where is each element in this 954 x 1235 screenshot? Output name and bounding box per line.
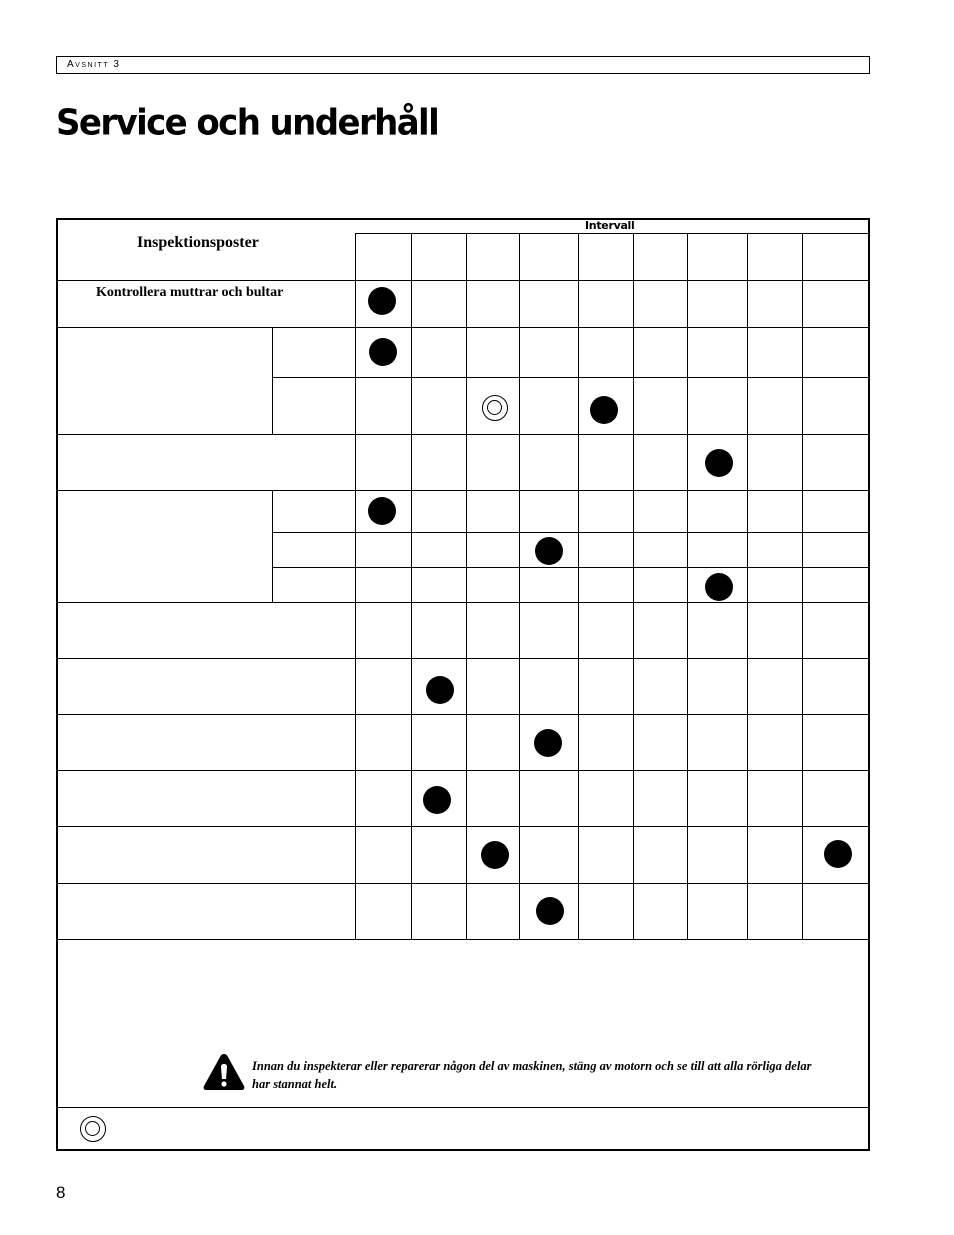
double-circle-icon (80, 1116, 106, 1142)
column-divider (519, 233, 520, 939)
interval-mark-filled-circle (368, 287, 396, 315)
row-divider (355, 233, 869, 234)
page-title: Service och underhåll (56, 102, 439, 144)
column-divider (633, 233, 634, 939)
row-divider (272, 567, 869, 568)
inspection-item-label: Kontrollera muttrar och bultar (96, 285, 284, 300)
row-divider (272, 377, 869, 378)
section-header-bar (56, 56, 870, 74)
column-divider (747, 233, 748, 939)
subitem-divider (272, 490, 273, 602)
interval-mark-filled-circle (481, 841, 509, 869)
page-number: 8 (56, 1183, 66, 1202)
interval-mark-filled-circle (535, 537, 563, 565)
interval-mark-filled-circle (426, 676, 454, 704)
row-divider (272, 532, 869, 533)
interval-mark-filled-circle (368, 497, 396, 525)
column-divider (687, 233, 688, 939)
column-divider (802, 233, 803, 939)
column-divider (466, 233, 467, 939)
inspection-items-header: Inspektionsposter (137, 234, 259, 251)
interval-mark-filled-circle (423, 786, 451, 814)
interval-mark-filled-circle (534, 729, 562, 757)
row-divider (57, 939, 869, 940)
column-divider (355, 233, 356, 939)
section-label: Avsnitt 3 (67, 59, 121, 70)
warning-text: Innan du inspekterar eller reparerar någon del av maskinen, stäng av motorn och se till att alla rörliga delar har stannat helt. (252, 1059, 812, 1091)
column-divider (411, 233, 412, 939)
column-divider (578, 233, 579, 939)
interval-mark-filled-circle (824, 840, 852, 868)
intervall-header: Intervall (585, 219, 635, 232)
interval-mark-filled-circle (590, 396, 618, 424)
interval-mark-filled-circle (705, 573, 733, 601)
interval-mark-double-circle (482, 395, 508, 421)
subitem-divider (272, 327, 273, 434)
warning-triangle-icon (202, 1052, 246, 1092)
interval-mark-filled-circle (369, 338, 397, 366)
interval-mark-filled-circle (705, 449, 733, 477)
interval-mark-filled-circle (536, 897, 564, 925)
row-divider (57, 1107, 869, 1108)
